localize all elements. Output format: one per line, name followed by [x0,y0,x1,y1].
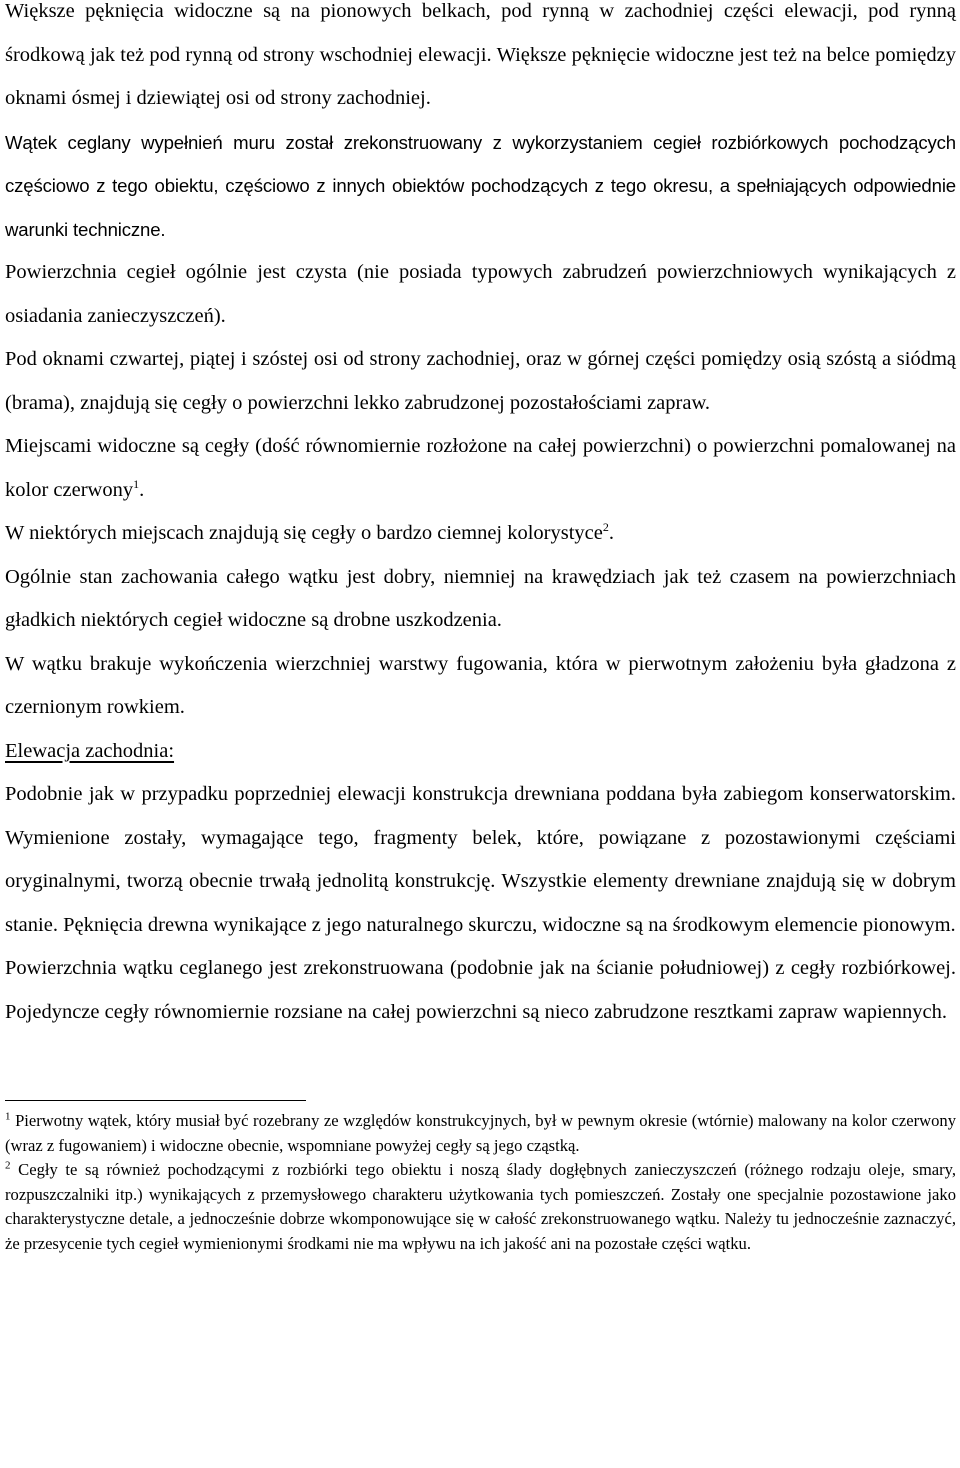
footnote-ref-2[interactable]: 2 [602,520,609,535]
footnote-ref-1[interactable]: 1 [133,476,140,491]
paragraph-west-timber: Podobnie jak w przypadku poprzedniej elewacji konstrukcja drewniana poddana była zabiegom konserwatorskim. Wymienione zostały, wymagające tego, fragmenty belek, które, powiązane z pozostawionymi częściami oryginalnymi, tworzą obecnie trwałą jednolitą konstrukcję. Wszystkie elementy drewniane znajdują się w dobrym stanie. Pęknięcia drewna wynikające z jego naturalnego skurczu, widoczne są na środkowym elemencie pionowym. [5,783,956,936]
document-body [5,0,956,1034]
footnote-mark-1: 1 [5,1110,11,1123]
paragraph-cracks: Większe pęknięcia widoczne są na pionowych belkach, pod rynną w zachodniej części elewacji, pod rynną środkową jak też pod rynną od strony wschodniej elewacji. Większe pęknięcie widoczne jest też na belce pomiędzy oknami ósmej i dziewiątej osi od strony zachodniej. [5,0,956,109]
footnote-2-text: Cegły te są również pochodzącymi z rozbiórki tego obiektu i noszą ślady dogłębnych zanieczyszczeń (różnego rodzaju oleje, smary, rozpuszczalniki itp.) wynikających z przemysłowego charakteru użytkowania tych pomieszczeń. Zostały one specjalnie pozostawione jako charakterystyczne detale, a jednocześnie dobrze wkomponowujące się w całość zrekonstruowanego wątku. Należy tu jednocześnie zaznaczyć, że przesycenie tych cegieł wymienionymi środkami nie ma wpływu na ich jakość ani na pozostałe części wątku. [5,1160,956,1253]
paragraph-under-windows: Pod oknami czwartej, piątej i szóstej osi od strony zachodniej, oraz w górnej części pomiędzy osią szóstą a siódmą (brama), znajdują się cegły o powierzchni lekko zabrudzonej pozostałościami zapraw. [5,348,956,414]
paragraph-dark-bricks [5,512,956,556]
period: . [139,478,145,501]
paragraph-brick-surface: Powierzchnia cegieł ogólnie jest czysta (nie posiada typowych zabrudzeń powierzchniowych wynikających z osiadania zanieczyszczeń). [5,261,956,327]
paragraph-jointing: W wątku brakuje wykończenia wierzchniej warstwy fugowania, która w pierwotnym założeniu była gładzona z czernionym rowkiem. [5,652,956,718]
heading-text: Elewacja zachodnia: [5,739,175,762]
paragraph-condition: Ogólnie stan zachowania całego wątku jest dobry, niemniej na krawędziach jak też czasem na powierzchniach gładkich niektórych cegieł widoczne są drobne uszkodzenia. [5,565,956,631]
section-heading-west-elevation [5,730,956,774]
paragraph-brick-bond: Wątek ceglany wypełnień muru został zrekonstruowany z wykorzystaniem cegieł rozbiórkowych pochodzących częściowo z tego obiektu, częściowo z innych obiektów pochodzących z tego okresu, a spełniających odpowiednie warunki techniczne. [5,131,956,240]
paragraph-painted-bricks [5,425,956,512]
paragraph-painted-bricks-text: Miejscami widoczne są cegły (dość równomiernie rozłożone na całej powierzchni) o powierzchni pomalowanej na kolor czerwony [5,435,956,501]
footnote-mark-2: 2 [5,1159,11,1172]
period: . [608,522,615,544]
footnote-separator [5,1100,306,1101]
footnotes [5,1109,956,1256]
paragraph-west-brick: Powierzchnia wątku ceglanego jest zrekonstruowana (podobnie jak na ścianie południowej) z cegły rozbiórkowej. Pojedyncze cegły równomiernie rozsiane na całej powierzchni są nieco zabrudzone resztkami zapraw wapiennych. [5,957,956,1023]
footnote-2 [5,1158,956,1256]
footnote-1 [5,1109,956,1158]
paragraph-dark-bricks-text: W niektórych miejscach znajdują się cegły o bardzo ciemnej kolorystyce [5,522,603,544]
footnote-1-text: Pierwotny wątek, który musiał być rozebrany ze względów konstrukcyjnych, był w pewnym okresie (wtórnie) malowany na kolor czerwony (wraz z fugowaniem) i widoczne obecnie, wspomniane powyżej cegły są jego cząstką. [5,1111,956,1155]
